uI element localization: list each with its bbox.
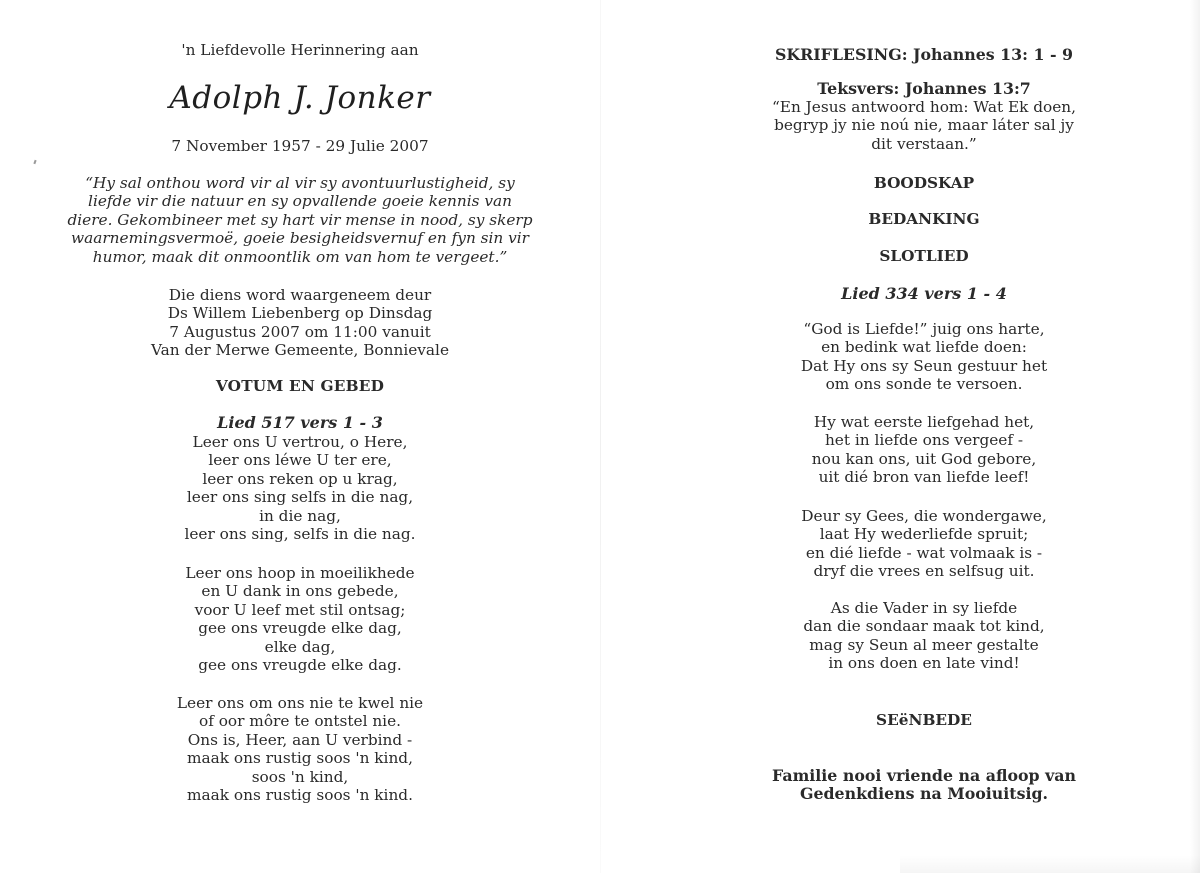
lyric-line: dryf die vrees en selfsug uit. bbox=[813, 562, 1035, 581]
quote-line: diere. Gekombineer met sy hart vir mense in nood, sy skerp bbox=[67, 210, 533, 229]
hymn-334-stanza-1 bbox=[624, 320, 1200, 394]
service-line: Ds Willem Liebenberg op Dinsdag bbox=[167, 304, 433, 323]
quote-line: “Hy sal onthou word vir al vir sy avontuurlustigheid, sy bbox=[85, 174, 515, 192]
lyric-line: nou kan ons, uit God gebore, bbox=[811, 449, 1037, 468]
lyric-line: maak ons rustig soos 'n kind. bbox=[187, 786, 413, 805]
invitation-line: Familie nooi vriende na afloop van bbox=[771, 766, 1076, 785]
service-line: 7 Augustus 2007 om 11:00 vanuit bbox=[169, 322, 431, 341]
paper-speck bbox=[33, 160, 36, 164]
lyric-line: het in liefde ons vergeef - bbox=[824, 431, 1024, 450]
quote-line: waarnemingsvermoë, goeie besigheidsvernuf en fyn sin vir bbox=[71, 229, 529, 248]
lyric-line: laat Hy wederliefde spruit; bbox=[819, 525, 1029, 544]
hymn-334-title: Lied 334 vers 1 - 4 bbox=[841, 284, 1007, 303]
lyric-line: gee ons vreugde elke dag, bbox=[198, 619, 402, 638]
hymn-334-stanza-3 bbox=[624, 507, 1200, 581]
text-verse-quote bbox=[624, 98, 1200, 153]
hymn-517-stanza-1 bbox=[0, 433, 600, 543]
lyric-line: Leer ons U vertrou, o Here, bbox=[192, 433, 408, 451]
life-dates: 7 November 1957 - 29 Julie 2007 bbox=[171, 137, 429, 155]
hymn-334-stanza-2 bbox=[624, 413, 1200, 487]
intro-line: 'n Liefdevolle Herinnering aan bbox=[181, 41, 419, 59]
lyric-line: leer ons reken op u krag, bbox=[202, 469, 398, 488]
hymn-517-stanza-2 bbox=[0, 564, 600, 674]
lyric-line: mag sy Seun al meer gestalte bbox=[809, 635, 1039, 654]
lyric-line: soos 'n kind, bbox=[251, 767, 349, 786]
service-line: Die diens word waargeneem deur bbox=[168, 286, 432, 304]
lyric-line: Hy wat eerste liefgehad het, bbox=[813, 413, 1035, 431]
verse-line: dit verstaan.” bbox=[871, 134, 977, 153]
verse-line: begryp jy nie noú nie, maar láter sal jy bbox=[774, 116, 1074, 135]
service-details bbox=[0, 286, 600, 360]
message-heading: BOODSKAP bbox=[873, 174, 975, 192]
deceased-name: Adolph J. Jonker bbox=[169, 80, 431, 116]
quote-line: liefde vir die natuur en sy opvallende goeie kennis van bbox=[88, 192, 512, 211]
lyric-line: Leer ons om ons nie te kwel nie bbox=[176, 694, 424, 712]
lyric-line: dan die sondaar maak tot kind, bbox=[803, 617, 1045, 636]
lyric-line: leer ons sing, selfs in die nag. bbox=[184, 525, 416, 544]
lyric-line: voor U leef met stil ontsag; bbox=[194, 600, 406, 619]
lyric-line: om ons sonde te versoen. bbox=[825, 375, 1023, 394]
lyric-line: en bedink wat liefde doen: bbox=[821, 338, 1027, 357]
hymn-517-title: Lied 517 vers 1 - 3 bbox=[217, 413, 383, 432]
invitation-line: Gedenkdiens na Mooiuitsig. bbox=[799, 784, 1049, 804]
page-fold bbox=[600, 0, 601, 873]
lyric-line: Leer ons hoop in moeilikhede bbox=[185, 564, 415, 582]
lyric-line: “God is Liefde!” juig ons harte, bbox=[803, 320, 1045, 338]
tribute-quote bbox=[0, 174, 600, 266]
lyric-line: en U dank in ons gebede, bbox=[201, 582, 399, 601]
thanks-heading: BEDANKING bbox=[868, 210, 980, 228]
quote-line: humor, maak dit onmoontlik om van hom te vergeet.” bbox=[92, 247, 508, 266]
lyric-line: Dat Hy ons sy Seun gestuur het bbox=[800, 356, 1048, 375]
service-line: Van der Merwe Gemeente, Bonnievale bbox=[151, 341, 449, 360]
benediction-heading: SEëNBEDE bbox=[876, 711, 972, 729]
family-invitation bbox=[624, 767, 1200, 804]
lyric-line: en dié liefde - wat volmaak is - bbox=[805, 543, 1043, 562]
lyric-line: gee ons vreugde elke dag. bbox=[198, 656, 402, 675]
lyric-line: As die Vader in sy liefde bbox=[830, 599, 1018, 617]
verse-line: “En Jesus antwoord hom: Wat Ek doen, bbox=[771, 98, 1077, 116]
lyric-line: uit dié bron van liefde leef! bbox=[818, 468, 1030, 487]
lyric-line: leer ons sing selfs in die nag, bbox=[186, 488, 414, 507]
lyric-line: leer ons léwe U ter ere, bbox=[208, 451, 392, 470]
lyric-line: Deur sy Gees, die wondergawe, bbox=[801, 507, 1047, 525]
lyric-line: of oor môre te ontstel nie. bbox=[198, 712, 401, 731]
hymn-517-stanza-3 bbox=[0, 694, 600, 804]
votum-heading: VOTUM EN GEBED bbox=[215, 377, 385, 395]
scripture-reading-heading: SKRIFLESING: Johannes 13: 1 - 9 bbox=[774, 45, 1074, 64]
paper-bottom-shadow bbox=[900, 855, 1200, 873]
text-verse-heading: Teksvers: Johannes 13:7 bbox=[817, 79, 1031, 98]
lyric-line: Ons is, Heer, aan U verbind - bbox=[187, 730, 413, 749]
lyric-line: elke dag, bbox=[264, 637, 336, 656]
lyric-line: in ons doen en late vind! bbox=[828, 654, 1020, 673]
hymn-334-stanza-4 bbox=[624, 599, 1200, 673]
lyric-line: in die nag, bbox=[259, 506, 341, 525]
lyric-line: maak ons rustig soos 'n kind, bbox=[187, 749, 413, 768]
closing-hymn-heading: SLOTLIED bbox=[879, 247, 969, 265]
